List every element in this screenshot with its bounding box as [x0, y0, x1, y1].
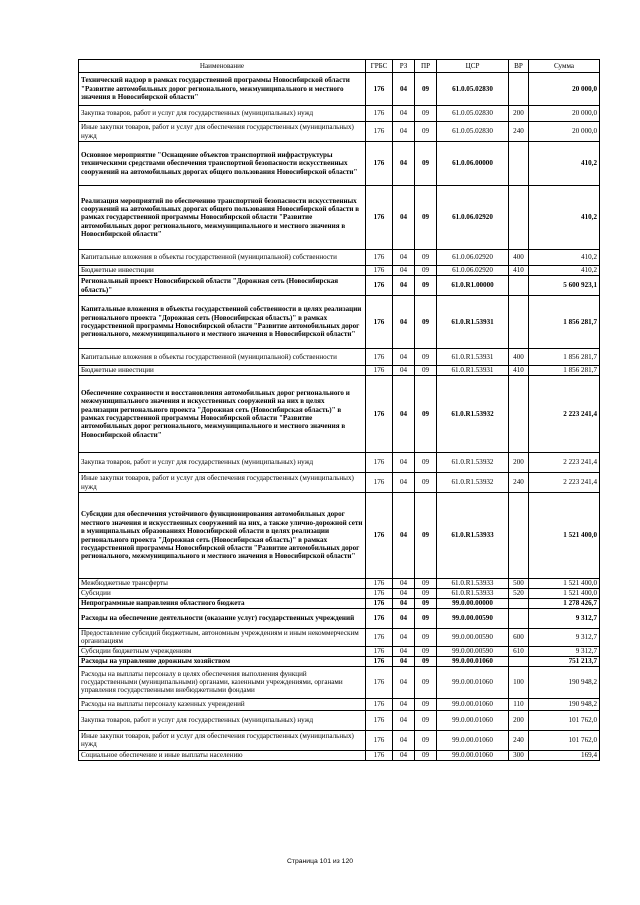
table-row: [79, 579, 600, 589]
row-csr: 99.0.00.00590: [437, 646, 509, 656]
row-rz: 04: [393, 629, 415, 647]
row-rz: 04: [393, 250, 415, 266]
row-pr: 09: [415, 730, 437, 750]
table-row: [79, 710, 600, 730]
row-rz: 04: [393, 453, 415, 473]
row-rz: 04: [393, 186, 415, 250]
row-name: Закупка товаров, работ и услуг для государственных (муниципальных) нужд: [79, 710, 366, 730]
column-header-rz: РЗ: [393, 60, 415, 73]
row-sum: 1 278 426,7: [529, 599, 600, 609]
row-grbs: 176: [366, 493, 393, 579]
table-row: [79, 366, 600, 376]
row-csr: 61.0.R1.00000: [437, 276, 509, 296]
row-vr: 240: [509, 122, 529, 142]
row-name: Обеспечение сохранности и восстановления автомобильных дорог регионального и межмуниципального значения и искусственных сооружений на них в целях реализации регионального проекта "Дорожная сеть (Новосибирская область)" в рамках государственной программы Новосибирской области "Развитие автомобильных дорог регионального, межмуниципального и местного значения в Новосибирской области": [79, 376, 366, 453]
table-row: [79, 296, 600, 349]
row-pr: 09: [415, 376, 437, 453]
table-row: [79, 609, 600, 629]
row-rz: 04: [393, 122, 415, 142]
row-vr: 410: [509, 366, 529, 376]
row-csr: 61.0.06.02920: [437, 266, 509, 276]
row-name: Расходы на выплаты персоналу казенных учреждений: [79, 698, 366, 710]
table-row: [79, 266, 600, 276]
row-pr: 09: [415, 609, 437, 629]
row-pr: 09: [415, 266, 437, 276]
row-pr: 09: [415, 493, 437, 579]
row-vr: 400: [509, 250, 529, 266]
row-pr: 09: [415, 666, 437, 698]
row-grbs: 176: [366, 750, 393, 760]
row-grbs: 176: [366, 250, 393, 266]
row-grbs: 176: [366, 589, 393, 599]
page-footer: Страница 101 из 120: [286, 858, 354, 865]
row-vr: 200: [509, 106, 529, 122]
row-csr: 61.0.R1.53932: [437, 473, 509, 493]
row-grbs: 176: [366, 629, 393, 647]
row-vr: 500: [509, 579, 529, 589]
row-csr: 99.0.00.00590: [437, 629, 509, 647]
table-row: [79, 629, 600, 647]
row-grbs: 176: [366, 73, 393, 106]
row-sum: 1 521 400,0: [529, 589, 600, 599]
table-row: [79, 276, 600, 296]
table-row: [79, 376, 600, 453]
row-rz: 04: [393, 266, 415, 276]
row-grbs: 176: [366, 266, 393, 276]
column-header-csr: ЦСР: [437, 60, 509, 73]
row-pr: 09: [415, 296, 437, 349]
row-grbs: 176: [366, 698, 393, 710]
row-vr: [509, 73, 529, 106]
row-pr: 09: [415, 589, 437, 599]
row-rz: 04: [393, 366, 415, 376]
column-header-name: Наименование: [79, 60, 366, 73]
row-vr: 610: [509, 646, 529, 656]
table-row: [79, 599, 600, 609]
row-name: Межбюджетные трансферты: [79, 579, 366, 589]
row-name: Технический надзор в рамках государственной программы Новосибирской области "Развитие автомобильных дорог регионального, межмуниципального и местного значения в Новосибирской области": [79, 73, 366, 106]
row-name: Региональный проект Новосибирской области "Дорожная сеть (Новосибирская область)": [79, 276, 366, 296]
row-name: Бюджетные инвестиции: [79, 266, 366, 276]
row-rz: 04: [393, 656, 415, 666]
table-row: [79, 589, 600, 599]
row-grbs: 176: [366, 122, 393, 142]
row-sum: 1 856 281,7: [529, 349, 600, 366]
row-vr: [509, 656, 529, 666]
row-name: Иные закупки товаров, работ и услуг для обеспечения государственных (муниципальных) нужд: [79, 730, 366, 750]
row-sum: 5 600 923,1: [529, 276, 600, 296]
row-rz: 04: [393, 349, 415, 366]
row-rz: 04: [393, 710, 415, 730]
row-pr: 09: [415, 710, 437, 730]
row-vr: 100: [509, 666, 529, 698]
row-sum: 410,2: [529, 250, 600, 266]
row-name: Капитальные вложения в объекты государственной (муниципальной) собственности: [79, 250, 366, 266]
table-row: [79, 186, 600, 250]
row-vr: [509, 599, 529, 609]
table-row: [79, 666, 600, 698]
row-rz: 04: [393, 73, 415, 106]
row-csr: 61.0.R1.53933: [437, 589, 509, 599]
row-grbs: 176: [366, 349, 393, 366]
row-vr: 520: [509, 589, 529, 599]
table-row: [79, 106, 600, 122]
row-name: Капитальные вложения в объекты государственной собственности в целях реализации регионального проекта "Дорожная сеть (Новосибирская область)" в рамках государственной программы Новосибирской области "Развитие автомобильных дорог регионального, межмуниципального и местного значения в Новосибирской области": [79, 296, 366, 349]
row-rz: 04: [393, 599, 415, 609]
row-pr: 09: [415, 106, 437, 122]
row-sum: 410,2: [529, 142, 600, 186]
row-vr: [509, 376, 529, 453]
row-sum: 410,2: [529, 266, 600, 276]
row-pr: 09: [415, 186, 437, 250]
row-grbs: 176: [366, 276, 393, 296]
row-rz: 04: [393, 589, 415, 599]
table-header-row: [79, 60, 600, 73]
row-csr: 61.0.R1.53931: [437, 366, 509, 376]
row-name: Субсидии для обеспечения устойчивого функционирования автомобильных дорог местного значения и искусственных сооружений на них, а также улично-дорожной сети в муниципальных образованиях Новосибирской области в целях реализации регионального проекта "Дорожная сеть (Новосибирская область)" в рамках государственной программы Новосибирской области "Развитие автомобильных дорог регионального, межмуниципального и местного значения в Новосибирской области": [79, 493, 366, 579]
row-rz: 04: [393, 730, 415, 750]
column-header-sum: Сумма: [529, 60, 600, 73]
row-pr: 09: [415, 250, 437, 266]
row-csr: 61.0.06.02920: [437, 250, 509, 266]
table-row: [79, 750, 600, 760]
budget-table: [78, 59, 600, 761]
row-pr: 09: [415, 698, 437, 710]
row-grbs: 176: [366, 453, 393, 473]
row-vr: 240: [509, 730, 529, 750]
row-grbs: 176: [366, 656, 393, 666]
row-grbs: 176: [366, 376, 393, 453]
row-pr: 09: [415, 599, 437, 609]
row-rz: 04: [393, 609, 415, 629]
row-pr: 09: [415, 276, 437, 296]
row-grbs: 176: [366, 579, 393, 589]
table-row: [79, 493, 600, 579]
row-rz: 04: [393, 473, 415, 493]
row-rz: 04: [393, 493, 415, 579]
table-row: [79, 122, 600, 142]
row-csr: 99.0.00.01060: [437, 656, 509, 666]
row-rz: 04: [393, 142, 415, 186]
row-vr: 600: [509, 629, 529, 647]
row-name: Расходы на управление дорожным хозяйством: [79, 656, 366, 666]
row-sum: 2 223 241,4: [529, 473, 600, 493]
row-name: Субсидии: [79, 589, 366, 599]
row-rz: 04: [393, 376, 415, 453]
row-grbs: 176: [366, 730, 393, 750]
row-name: Субсидии бюджетным учреждениям: [79, 646, 366, 656]
table-row: [79, 250, 600, 266]
table-body: [79, 73, 600, 761]
row-rz: 04: [393, 698, 415, 710]
row-csr: 99.0.00.01060: [437, 698, 509, 710]
row-csr: 99.0.00.01060: [437, 730, 509, 750]
table-row: [79, 349, 600, 366]
row-vr: 200: [509, 453, 529, 473]
row-vr: 300: [509, 750, 529, 760]
row-rz: 04: [393, 646, 415, 656]
row-sum: 2 223 241,4: [529, 453, 600, 473]
row-vr: [509, 296, 529, 349]
row-vr: [509, 276, 529, 296]
row-name: Иные закупки товаров, работ и услуг для обеспечения государственных (муниципальных) нужд: [79, 122, 366, 142]
row-csr: 61.0.06.00000: [437, 142, 509, 186]
row-name: Расходы на выплаты персоналу в целях обеспечения выполнения функций государственными (муниципальными) органами, казенными учреждениями, органами управления государственными внебюджетными фондами: [79, 666, 366, 698]
row-csr: 99.0.00.00590: [437, 609, 509, 629]
row-sum: 9 312,7: [529, 646, 600, 656]
row-csr: 61.0.R1.53932: [437, 376, 509, 453]
row-name: Закупка товаров, работ и услуг для государственных (муниципальных) нужд: [79, 453, 366, 473]
row-sum: 1 856 281,7: [529, 296, 600, 349]
row-csr: 99.0.00.01060: [437, 750, 509, 760]
row-pr: 09: [415, 122, 437, 142]
row-pr: 09: [415, 349, 437, 366]
row-csr: 61.0.05.02830: [437, 122, 509, 142]
row-grbs: 176: [366, 473, 393, 493]
row-sum: 20 000,0: [529, 122, 600, 142]
row-vr: [509, 493, 529, 579]
row-pr: 09: [415, 142, 437, 186]
row-vr: 240: [509, 473, 529, 493]
row-csr: 61.0.R1.53933: [437, 493, 509, 579]
table-row: [79, 473, 600, 493]
row-rz: 04: [393, 276, 415, 296]
row-sum: 101 762,0: [529, 730, 600, 750]
table-row: [79, 142, 600, 186]
row-csr: 61.0.R1.53931: [437, 349, 509, 366]
row-name: Реализация мероприятий по обеспечению транспортной безопасности искусственных сооружений на автомобильных дорогах общего пользования Новосибирской области в рамках государственной программы Новосибирской области "Развитие автомобильных дорог регионального, межмуниципального и местного значения в Новосибирской области": [79, 186, 366, 250]
table-row: [79, 73, 600, 106]
row-pr: 09: [415, 366, 437, 376]
row-csr: 99.0.00.01060: [437, 710, 509, 730]
column-header-vr: ВР: [509, 60, 529, 73]
row-sum: 1 856 281,7: [529, 366, 600, 376]
row-sum: 190 948,2: [529, 666, 600, 698]
row-grbs: 176: [366, 609, 393, 629]
row-sum: 1 521 400,0: [529, 579, 600, 589]
row-rz: 04: [393, 666, 415, 698]
row-name: Бюджетные инвестиции: [79, 366, 366, 376]
row-name: Непрограммные направления областного бюджета: [79, 599, 366, 609]
row-vr: [509, 609, 529, 629]
row-vr: [509, 142, 529, 186]
row-csr: 61.0.R1.53933: [437, 579, 509, 589]
row-csr: 99.0.00.01060: [437, 666, 509, 698]
row-csr: 61.0.06.02920: [437, 186, 509, 250]
row-pr: 09: [415, 629, 437, 647]
row-pr: 09: [415, 473, 437, 493]
row-sum: 410,2: [529, 186, 600, 250]
table-row: [79, 453, 600, 473]
row-grbs: 176: [366, 646, 393, 656]
row-vr: 400: [509, 349, 529, 366]
row-csr: 99.0.00.00000: [437, 599, 509, 609]
table-row: [79, 730, 600, 750]
row-pr: 09: [415, 73, 437, 106]
row-csr: 61.0.05.02830: [437, 106, 509, 122]
row-name: Предоставление субсидий бюджетным, автономным учреждениям и иным некоммерческим организациям: [79, 629, 366, 647]
row-grbs: 176: [366, 186, 393, 250]
row-sum: 190 948,2: [529, 698, 600, 710]
row-csr: 61.0.R1.53932: [437, 453, 509, 473]
row-name: Иные закупки товаров, работ и услуг для обеспечения государственных (муниципальных) нужд: [79, 473, 366, 493]
row-pr: 09: [415, 750, 437, 760]
row-sum: 2 223 241,4: [529, 376, 600, 453]
row-pr: 09: [415, 646, 437, 656]
row-sum: 20 000,0: [529, 73, 600, 106]
row-name: Расходы на обеспечение деятельности (оказание услуг) государственных учреждений: [79, 609, 366, 629]
row-pr: 09: [415, 579, 437, 589]
column-header-pr: ПР: [415, 60, 437, 73]
row-rz: 04: [393, 106, 415, 122]
row-sum: 169,4: [529, 750, 600, 760]
row-name: Основное мероприятие "Оснащение объектов транспортной инфраструктуры техническими средствами обеспечения транспортной безопасности искусственных сооружений на автомобильных дорогах общего пользования Новосибирской области": [79, 142, 366, 186]
row-name: Закупка товаров, работ и услуг для государственных (муниципальных) нужд: [79, 106, 366, 122]
row-pr: 09: [415, 453, 437, 473]
row-grbs: 176: [366, 710, 393, 730]
row-rz: 04: [393, 296, 415, 349]
table-row: [79, 656, 600, 666]
row-grbs: 176: [366, 366, 393, 376]
row-name: Социальное обеспечение и иные выплаты населению: [79, 750, 366, 760]
row-rz: 04: [393, 579, 415, 589]
table-row: [79, 698, 600, 710]
row-grbs: 176: [366, 142, 393, 186]
row-pr: 09: [415, 656, 437, 666]
row-vr: [509, 186, 529, 250]
row-csr: 61.0.05.02830: [437, 73, 509, 106]
row-name: Капитальные вложения в объекты государственной (муниципальной) собственности: [79, 349, 366, 366]
column-header-grbs: ГРБС: [366, 60, 393, 73]
row-sum: 9 312,7: [529, 609, 600, 629]
row-csr: 61.0.R1.53931: [437, 296, 509, 349]
row-grbs: 176: [366, 106, 393, 122]
row-vr: 410: [509, 266, 529, 276]
row-grbs: 176: [366, 296, 393, 349]
row-sum: 751 213,7: [529, 656, 600, 666]
row-grbs: 176: [366, 666, 393, 698]
row-sum: 101 762,0: [529, 710, 600, 730]
row-vr: 110: [509, 698, 529, 710]
row-sum: 9 312,7: [529, 629, 600, 647]
table-row: [79, 646, 600, 656]
row-rz: 04: [393, 750, 415, 760]
row-sum: 1 521 400,0: [529, 493, 600, 579]
row-grbs: 176: [366, 599, 393, 609]
row-vr: 200: [509, 710, 529, 730]
row-sum: 20 000,0: [529, 106, 600, 122]
